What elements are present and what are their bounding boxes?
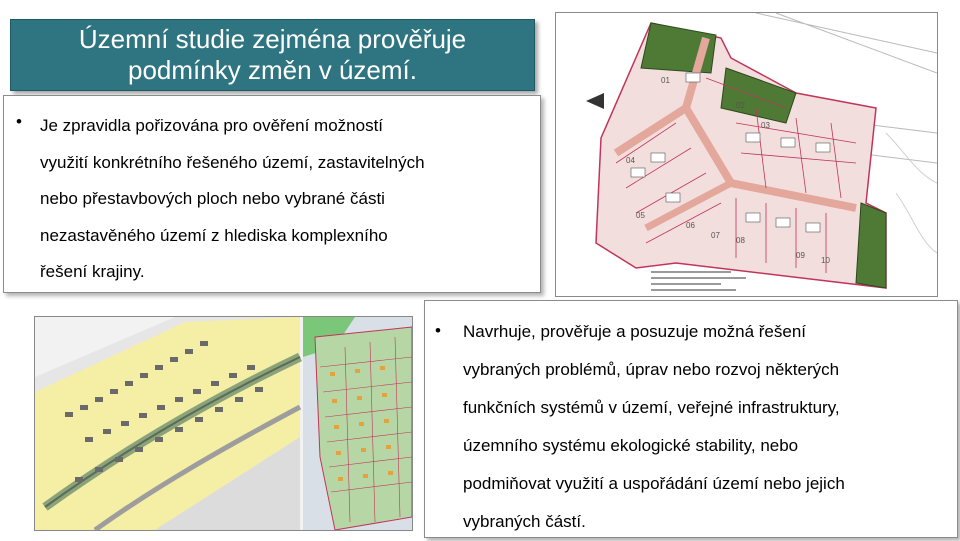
bullet-line: nezastavěného území z hlediska komplexního bbox=[40, 225, 388, 245]
plot-label: 03 bbox=[761, 121, 770, 130]
bullet-line: územního systému ekologické stability, nebo bbox=[463, 436, 799, 455]
bullet-line: Navrhuje, prověřuje a posuzuje možná řešení bbox=[463, 322, 807, 341]
site-plan-image bbox=[555, 12, 938, 297]
bullet-line: vybraných částí. bbox=[463, 512, 586, 531]
bullet-text bbox=[40, 108, 536, 291]
slide-title-line-1: Územní studie zejména prověřuje bbox=[78, 24, 467, 54]
bullet-line: Je zpravidla pořizována pro ověření možností bbox=[40, 116, 384, 135]
plot-label: 10 bbox=[821, 256, 830, 265]
bullet-line: funkčních systémů v území, veřejné infrastruktury, bbox=[463, 398, 840, 417]
bullet-marker: • bbox=[435, 321, 441, 340]
plot-label: 01 bbox=[661, 76, 670, 85]
bullet-marker: • bbox=[16, 112, 22, 131]
plot-label: 07 bbox=[711, 231, 720, 240]
plot-label: 04 bbox=[626, 156, 635, 165]
bullet-line: využití konkrétního řešeného území, zastavitelných bbox=[40, 152, 425, 172]
bullet-line: vybraných problémů, úprav nebo rozvoj některých bbox=[463, 360, 840, 379]
plot-label: 08 bbox=[736, 236, 745, 245]
slide-title bbox=[10, 19, 535, 91]
slide-title-line-2: podmínky změn v území. bbox=[128, 55, 417, 85]
3d-visualization-image bbox=[34, 316, 413, 531]
bullet-line: řešení krajiny. bbox=[40, 262, 145, 281]
bullet-text bbox=[463, 313, 953, 541]
plot-label: 06 bbox=[686, 221, 695, 230]
text-box-proposal bbox=[424, 300, 958, 538]
plot-label: 02 bbox=[736, 101, 745, 110]
bullet-line: nebo přestavbových ploch nebo vybrané části bbox=[40, 189, 385, 208]
plot-label: 09 bbox=[796, 251, 805, 260]
text-box-purpose bbox=[3, 95, 541, 293]
bullet-line: podmiňovat využití a uspořádání území nebo jejich bbox=[463, 474, 845, 493]
plot-label: 05 bbox=[636, 211, 645, 220]
